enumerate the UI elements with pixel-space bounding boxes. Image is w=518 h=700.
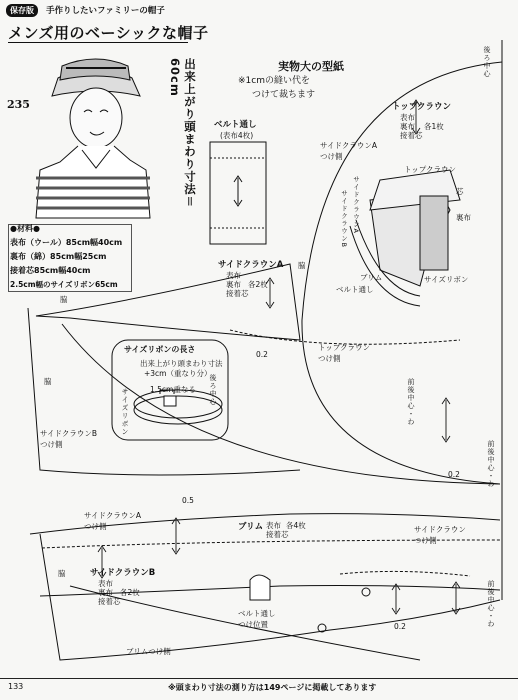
side-crown-b-lining: 裏布 — [98, 588, 113, 597]
side-crown-a-label: サイドクラウンA — [218, 260, 284, 270]
pattern-title: 実物大の型紙 — [278, 60, 344, 73]
side-crown-a-count: 各2枚 — [248, 280, 268, 289]
mark-belt-position: ベルト通し つけ位置 — [238, 609, 276, 629]
pattern-note-1: ※1cmの縫い代を — [238, 76, 310, 86]
diagram-side-crown-a: サイドクラウンA — [352, 176, 360, 234]
brim-label: ブリム — [238, 522, 264, 532]
mark-side-crown-attach: サイドクラウン つけ側 — [414, 525, 466, 545]
mark-top-crown-attach: トップクラウン つけ側 — [318, 343, 371, 363]
diagram-top-crown: トップクラウン — [404, 165, 457, 174]
mark-front-center-1: 前後中心・わ — [407, 378, 415, 426]
top-crown-lining: 裏布 — [400, 122, 415, 131]
top-crown-label: トップクラウン — [392, 102, 451, 112]
ribbon-label: サイズリボン — [121, 388, 129, 436]
page-title: メンズ用のベーシックな帽子 — [8, 24, 209, 42]
pattern-note-2: つけて裁ちます — [252, 90, 316, 100]
material-line: 裏布（綿）85cm幅25cm — [10, 252, 107, 261]
footer-rule — [0, 678, 518, 679]
brim-interfacing: 接着芯 — [266, 530, 289, 539]
diagram-brim: ブリム — [360, 273, 383, 282]
side-crown-b-label: サイドクラウンB — [90, 568, 156, 578]
diagram-size-ribbon: サイズリボン — [424, 275, 469, 284]
mark-seam-2: 0.2 — [448, 470, 460, 479]
ribbon-overlap: 1.5cm重なる — [150, 385, 196, 394]
ribbon-box-title: サイズリボンの長さ — [124, 345, 196, 354]
mark-front-center-2: 前後中心・わ — [487, 440, 495, 488]
side-crown-b-fabric: 表布 — [98, 579, 113, 588]
mark-seam-05: 0.5 — [182, 496, 194, 505]
ribbon-box-line1: 出来上がり頭まわり寸法 — [140, 359, 223, 368]
side-crown-a-lining: 裏布 — [226, 280, 241, 289]
mark-seam-3: 0.2 — [394, 622, 406, 631]
side-crown-a-top — [36, 264, 300, 340]
brim-fabric: 表布 — [266, 521, 281, 530]
mark-waki-3: 脇 — [44, 377, 52, 386]
mark-seam-1: 0.2 — [256, 350, 268, 359]
header-subtitle: 手作りしたいファミリーの帽子 — [46, 6, 165, 16]
model-number: 235 — [7, 98, 30, 111]
belt-loop-label: ベルト通し — [214, 120, 257, 130]
material-line: 接着芯85cm幅40cm — [10, 266, 91, 275]
mark-waki-1: 脇 — [298, 261, 306, 270]
model-illustration — [36, 59, 150, 218]
side-crown-b-count: 各2枚 — [120, 588, 140, 597]
diagram-lining: 裏布 — [456, 213, 471, 222]
mark-side-crown-a-attach-2: サイドクラウンA つけ側 — [84, 511, 141, 531]
side-crown-a-interfacing: 接着芯 — [226, 289, 249, 298]
top-crown-interfacing: 接着芯 — [400, 131, 423, 140]
material-line: 表布（ウール）85cm幅40cm — [10, 238, 123, 247]
materials-heading: ●材料● — [10, 224, 40, 233]
head-size-note: 出来上がり頭まわり寸法＝60cm — [168, 58, 197, 208]
ribbon-back-center: 後ろ中心 — [209, 374, 217, 406]
mark-waki-2: 脇 — [60, 295, 68, 304]
material-line: 2.5cm幅のサイズリボン65cm — [10, 280, 118, 289]
ribbon-box-line2: +3cm（重なり分） — [144, 369, 212, 378]
footer-note: ※頭まわり寸法の測り方は149ページに掲載してあります — [168, 683, 377, 692]
side-crown-a-fabric: 表布 — [226, 271, 241, 280]
belt-loop-detail: (表布4枚) — [220, 131, 254, 140]
header-badge: 保存版 — [6, 4, 38, 17]
mark-waki-4: 脇 — [58, 569, 66, 578]
top-crown-fabric: 表布 — [400, 113, 415, 122]
brim-count: 各4枚 — [286, 521, 306, 530]
mark-front-center-3: 前後中心・わ — [487, 580, 495, 628]
mark-side-crown-a-attach: サイドクラウンA つけ側 — [320, 141, 377, 161]
page-number: 133 — [8, 682, 24, 691]
mark-side-crown-b-attach: サイドクラウンB つけ側 — [40, 429, 97, 449]
mark-back-center: 後ろ中心 — [483, 46, 491, 78]
diagram-belt: ベルト通し — [336, 285, 374, 294]
mark-brim-attach: ブリムつけ側 — [126, 647, 171, 656]
diagram-core: 芯 — [456, 187, 464, 196]
top-crown-count: 各1枚 — [424, 122, 444, 131]
side-crown-b-interfacing: 接着芯 — [98, 597, 121, 606]
diagram-side-crown-b: サイドクラウンB — [340, 190, 348, 248]
